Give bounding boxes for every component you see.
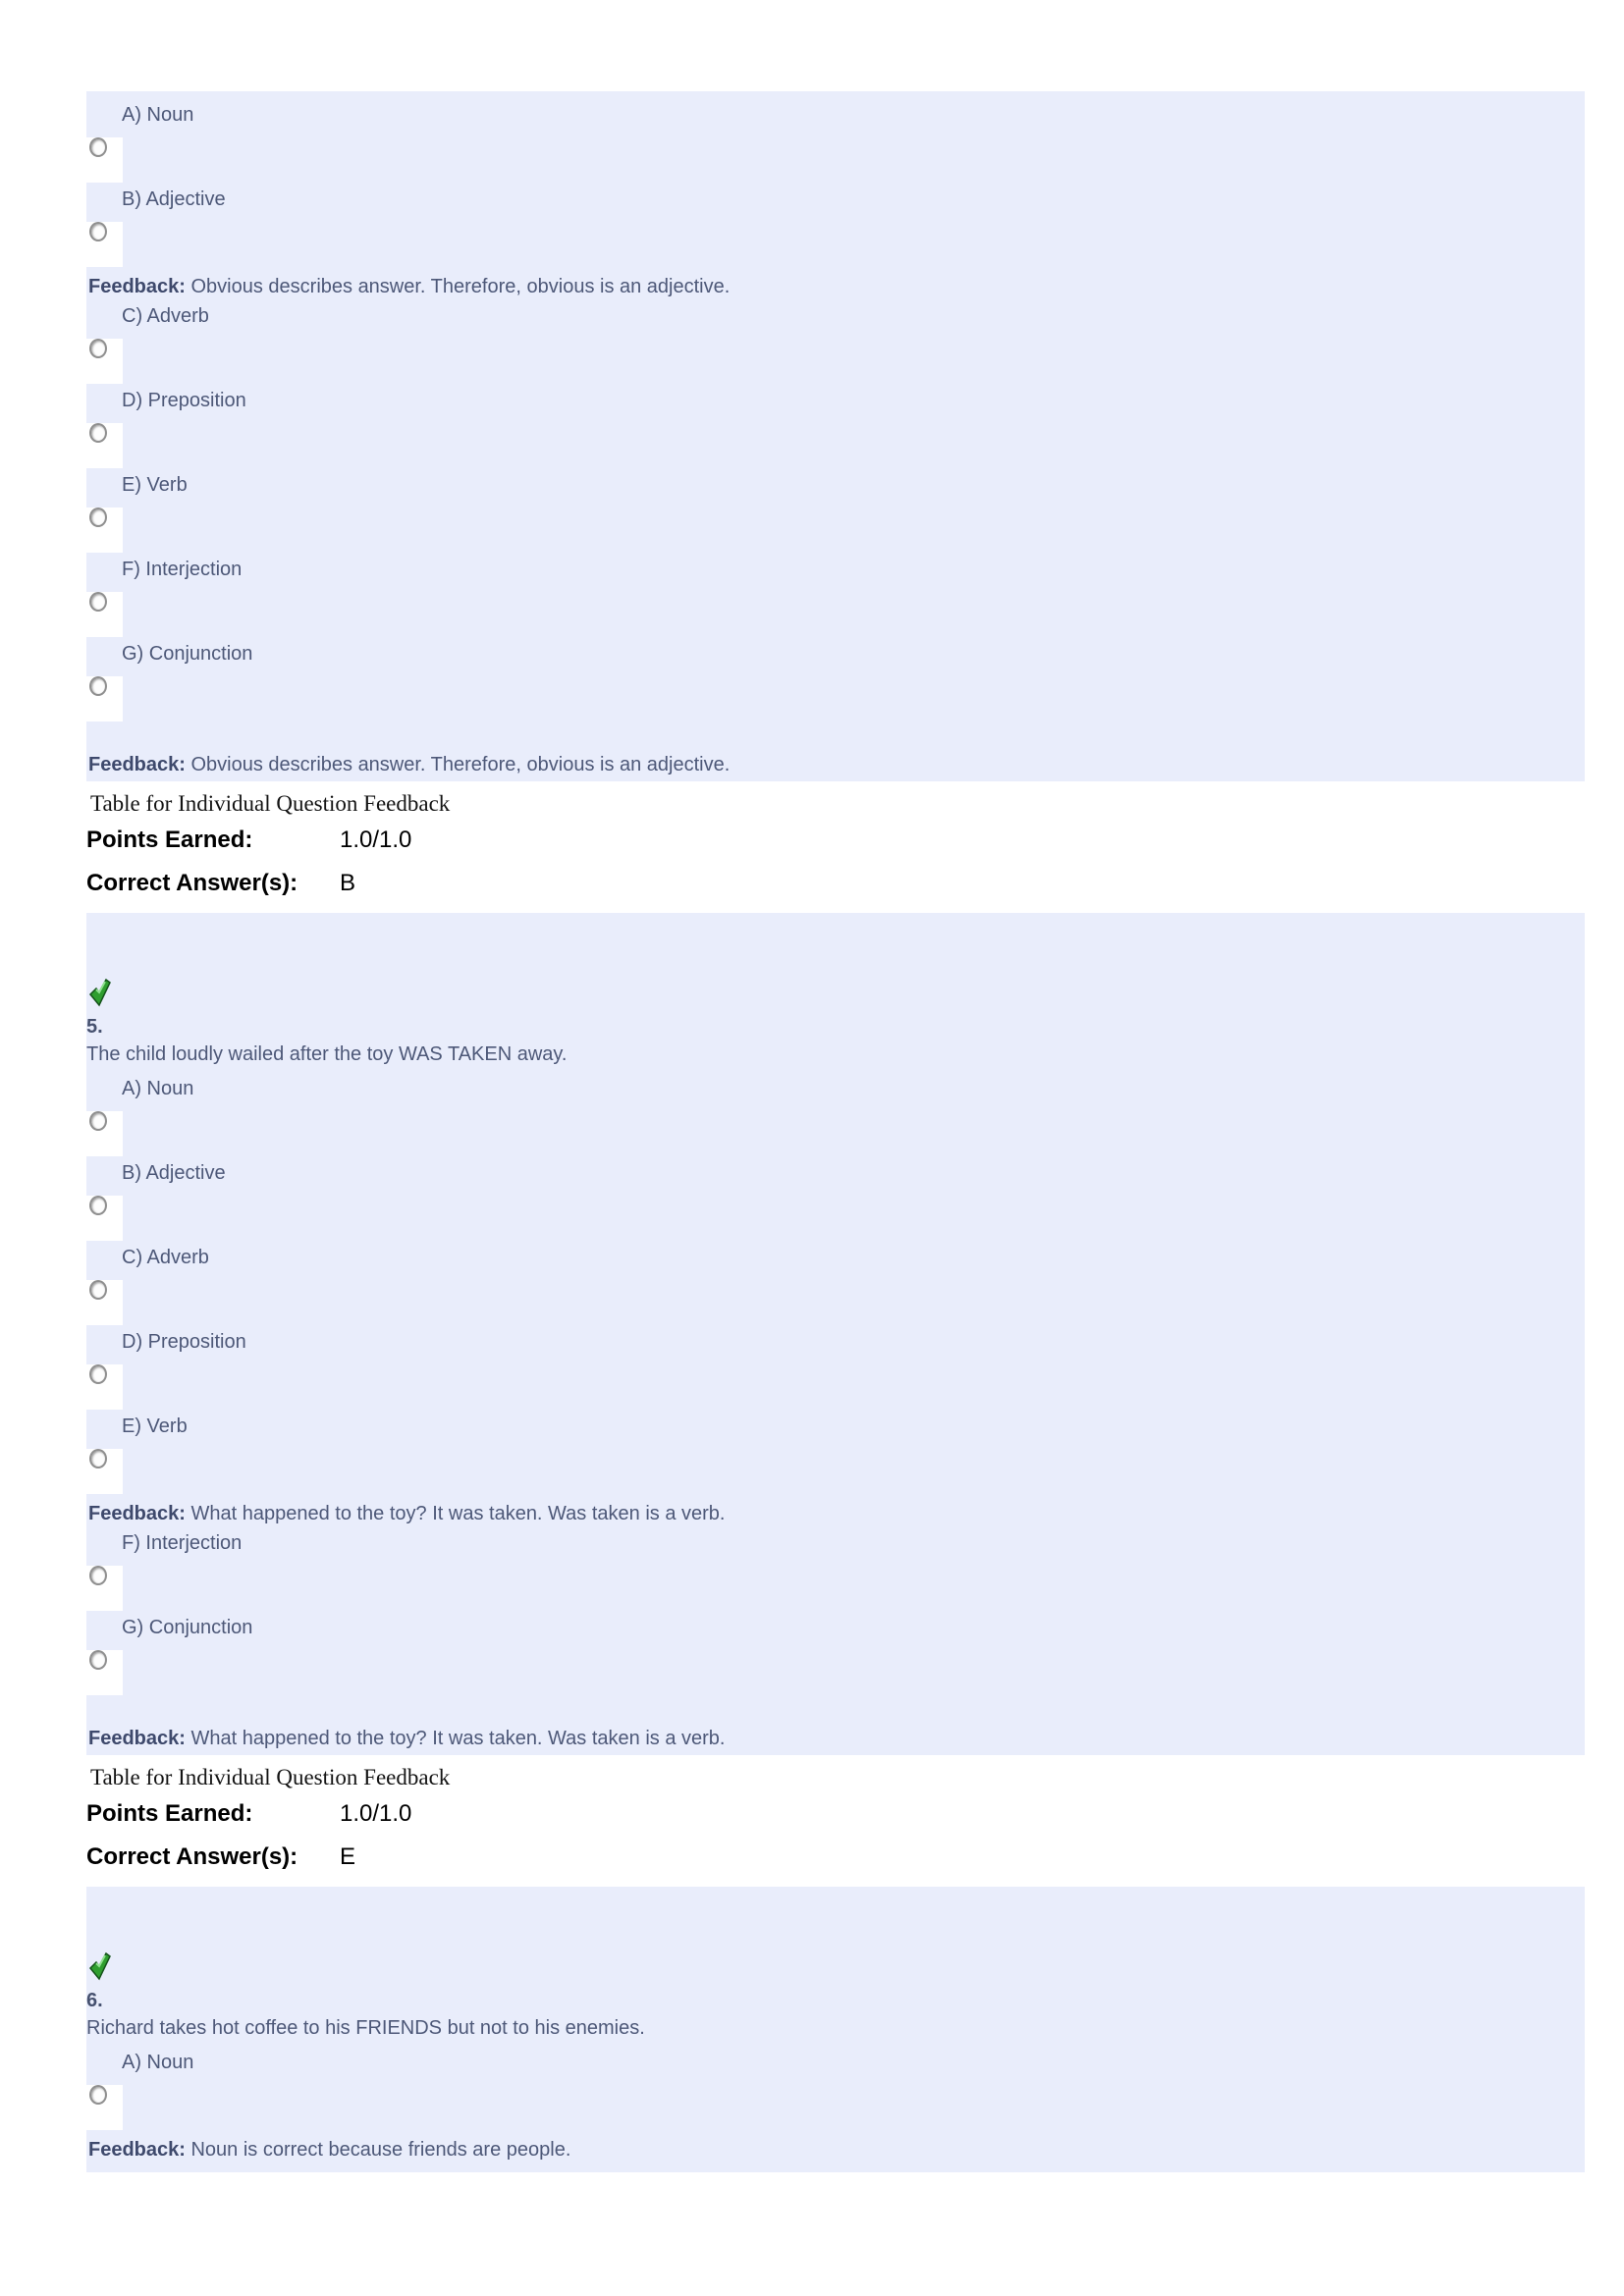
option-row-b: [86, 187, 1585, 271]
question-5-feedback-table: [86, 1763, 1624, 1879]
feedback-table-caption: Table for Individual Question Feedback: [90, 791, 451, 816]
option-row-f: [86, 1530, 1585, 1615]
option-f-radio-button[interactable]: [89, 592, 107, 612]
option-label-c: C) Adverb: [122, 1247, 209, 1268]
correct-answer-label: Correct Answer(s):: [86, 1843, 298, 1870]
option-a-radio-row: [86, 137, 1585, 187]
option-d-radio-cell: [86, 423, 123, 468]
option-g-radio-row: [86, 1650, 1585, 1699]
feedback-final: [86, 1723, 1585, 1755]
option-f-radio-button[interactable]: [89, 1566, 107, 1585]
question-number: 5.: [86, 1016, 103, 1038]
option-label-c: C) Adverb: [122, 305, 209, 327]
feedback-inline: [86, 1498, 1585, 1530]
feedback-label: Feedback:: [88, 2139, 191, 2161]
option-e-radio-cell: [86, 507, 123, 553]
option-a-radio-row: [86, 1111, 1585, 1160]
option-row-a: [86, 102, 1585, 187]
option-f-radio-row: [86, 592, 1585, 641]
option-d-radio-row: [86, 1364, 1585, 1414]
option-a-radio-cell: [86, 137, 123, 183]
feedback-label: Feedback:: [88, 276, 191, 297]
option-label-e: E) Verb: [122, 474, 188, 496]
question-text: Richard takes hot coffee to his FRIENDS but not to his enemies.: [86, 2017, 645, 2039]
correct-check-icon: [88, 978, 1585, 1008]
option-row-e: [86, 1414, 1585, 1498]
option-g-radio-button[interactable]: [89, 676, 107, 696]
option-a-radio-cell: [86, 1111, 123, 1156]
option-row-c: [86, 303, 1585, 388]
option-d-radio-button[interactable]: [89, 1364, 107, 1384]
option-b-radio-cell: [86, 1196, 123, 1241]
option-e-radio-button[interactable]: [89, 507, 107, 527]
option-f-radio-cell: [86, 1566, 123, 1611]
feedback-label: Feedback:: [88, 1503, 191, 1524]
option-d-radio-row: [86, 423, 1585, 472]
option-label-b: B) Adjective: [122, 188, 226, 210]
feedback-label: Feedback:: [88, 1728, 191, 1749]
feedback-text: What happened to the toy? It was taken. Was taken is a verb.: [190, 1728, 726, 1749]
correct-answer-value: E: [340, 1843, 356, 1870]
option-a-radio-row: [86, 2085, 1585, 2134]
question-4-block: [86, 91, 1585, 781]
option-g-radio-cell: [86, 676, 123, 721]
option-c-radio-row: [86, 339, 1585, 388]
option-d-radio-cell: [86, 1364, 123, 1410]
option-label-g: G) Conjunction: [122, 1617, 253, 1638]
points-earned-label: Points Earned:: [86, 1800, 253, 1827]
correct-answer-value: B: [340, 870, 356, 896]
option-label-a: A) Noun: [122, 1078, 194, 1099]
option-c-radio-cell: [86, 339, 123, 384]
points-earned-label: Points Earned:: [86, 827, 253, 853]
option-row-g: [86, 1615, 1585, 1699]
option-g-radio-row: [86, 676, 1585, 725]
feedback-label: Feedback:: [88, 754, 191, 775]
option-e-radio-button[interactable]: [89, 1449, 107, 1468]
option-label-d: D) Preposition: [122, 1331, 246, 1353]
option-row-f: [86, 557, 1585, 641]
feedback-inline: [86, 2134, 1585, 2166]
option-b-radio-cell: [86, 222, 123, 267]
option-c-radio-button[interactable]: [89, 1280, 107, 1300]
option-e-radio-row: [86, 507, 1585, 557]
option-a-radio-button[interactable]: [89, 137, 107, 157]
correct-check-icon: [88, 1951, 1585, 1982]
points-earned-row: [86, 819, 1624, 862]
correct-answer-label: Correct Answer(s):: [86, 870, 298, 896]
feedback-final: [86, 749, 1585, 781]
option-a-radio-button[interactable]: [89, 2085, 107, 2105]
option-b-radio-button[interactable]: [89, 1196, 107, 1215]
option-row-e: [86, 472, 1585, 557]
feedback-text: Obvious describes answer. Therefore, obvious is an adjective.: [190, 276, 731, 297]
option-label-a: A) Noun: [122, 2052, 194, 2073]
option-b-radio-row: [86, 222, 1585, 271]
option-row-a: [86, 1076, 1585, 1160]
option-row-a: [86, 2050, 1585, 2134]
correct-answer-row: [86, 1836, 1624, 1879]
question-6-block: [86, 1887, 1585, 2172]
question-number: 6.: [86, 1990, 103, 2011]
points-earned-row: [86, 1792, 1624, 1836]
option-a-radio-button[interactable]: [89, 1111, 107, 1131]
option-row-d: [86, 1329, 1585, 1414]
feedback-table-caption: Table for Individual Question Feedback: [90, 1765, 451, 1789]
option-a-radio-cell: [86, 2085, 123, 2130]
feedback-inline: [86, 271, 1585, 303]
points-earned-value: 1.0/1.0: [340, 827, 412, 853]
option-label-g: G) Conjunction: [122, 643, 253, 665]
option-label-f: F) Interjection: [122, 559, 243, 580]
option-label-d: D) Preposition: [122, 390, 246, 411]
option-d-radio-button[interactable]: [89, 423, 107, 443]
option-label-e: E) Verb: [122, 1415, 188, 1437]
option-row-d: [86, 388, 1585, 472]
question-5-block: [86, 913, 1585, 1755]
option-c-radio-row: [86, 1280, 1585, 1329]
option-row-c: [86, 1245, 1585, 1329]
option-f-radio-cell: [86, 592, 123, 637]
option-row-g: [86, 641, 1585, 725]
feedback-text: Obvious describes answer. Therefore, obvious is an adjective.: [190, 754, 731, 775]
option-e-radio-cell: [86, 1449, 123, 1494]
option-e-radio-row: [86, 1449, 1585, 1498]
option-label-f: F) Interjection: [122, 1532, 243, 1554]
option-f-radio-row: [86, 1566, 1585, 1615]
option-b-radio-button[interactable]: [89, 222, 107, 241]
feedback-text: What happened to the toy? It was taken. Was taken is a verb.: [190, 1503, 726, 1524]
question-text: The child loudly wailed after the toy WAS TAKEN away.: [86, 1043, 568, 1065]
question-4-feedback-table: [86, 789, 1624, 905]
option-b-radio-row: [86, 1196, 1585, 1245]
points-earned-value: 1.0/1.0: [340, 1800, 412, 1827]
option-row-b: [86, 1160, 1585, 1245]
option-c-radio-cell: [86, 1280, 123, 1325]
correct-answer-row: [86, 862, 1624, 905]
option-label-a: A) Noun: [122, 104, 194, 126]
option-label-b: B) Adjective: [122, 1162, 226, 1184]
option-g-radio-cell: [86, 1650, 123, 1695]
option-g-radio-button[interactable]: [89, 1650, 107, 1670]
feedback-text: Noun is correct because friends are people.: [190, 2139, 571, 2161]
option-c-radio-button[interactable]: [89, 339, 107, 358]
